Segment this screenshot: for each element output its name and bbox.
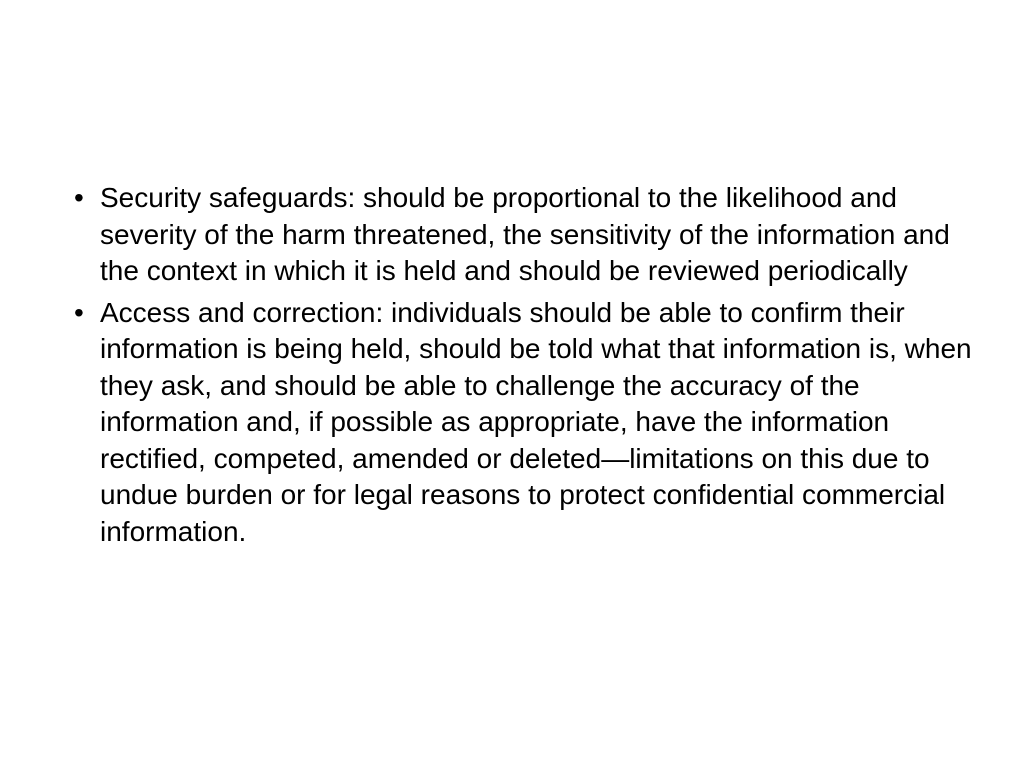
bullet-text: Access and correction: individuals should be able to confirm their information is being held, should be told what that information is, when they ask, and should be able to challenge the accuracy of the information and, if possible as appropriate, have the information rectified, competed, amended or deleted—limitations on this due to undue burden or for legal reasons to protect confidential commercial information.: [100, 296, 972, 547]
bullet-item-access-correction: [74, 295, 974, 551]
bullet-item-security-safeguards: [74, 180, 974, 290]
bullet-list: [74, 180, 974, 555]
bullet-dot-icon: •: [74, 182, 84, 213]
bullet-text: Security safeguards: should be proportional to the likelihood and severity of the harm threatened, the sensitivity of the information and the context in which it is held and should be reviewed periodically: [100, 182, 950, 286]
bullet-dot-icon: •: [74, 296, 84, 328]
